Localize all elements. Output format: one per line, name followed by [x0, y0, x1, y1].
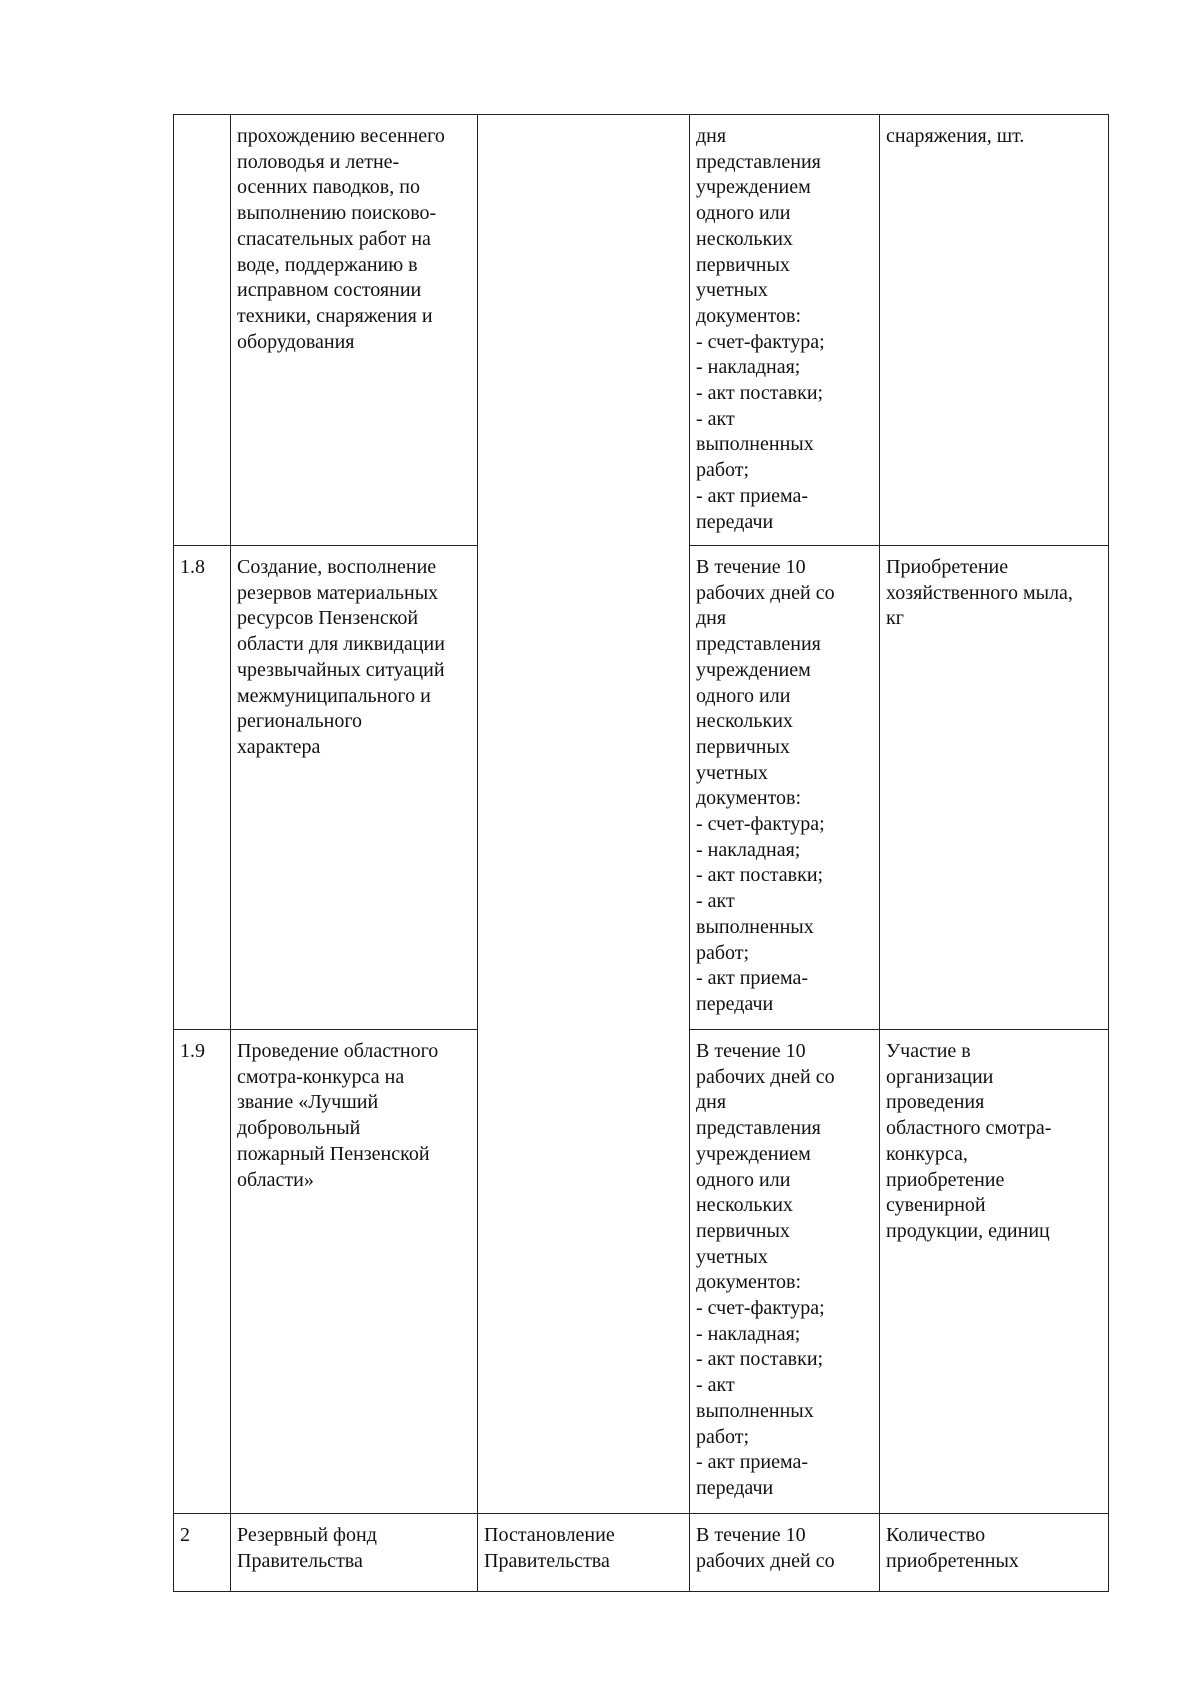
item-name-cell: Проведение областного смотра-конкурса на звание «Лучший добровольный пожарный Пензенской области» [231, 1030, 478, 1514]
row-number-cell: 1.9 [174, 1030, 231, 1514]
deadline-cell: В течение 10 рабочих дней со дня представления учреждением одного или нескольких первичных учетных документов: - счет-фактура; - накладная; - акт поставки; - акт выполненных работ; - акт приема- передачи [690, 546, 880, 1030]
item-name-cell: Резервный фонд Правительства [231, 1514, 478, 1592]
indicator-cell: Участие в организации проведения областного смотра- конкурса, приобретение сувенирной продукции, единиц [880, 1030, 1109, 1514]
row-number-cell [174, 115, 231, 546]
table-row [174, 1514, 1109, 1592]
item-name-cell: Создание, восполнение резервов материальных ресурсов Пензенской области для ликвидации чрезвычайных ситуаций межмуниципального и регионального характера [231, 546, 478, 1030]
deadline-cell: В течение 10 рабочих дней со дня представления учреждением одного или нескольких первичных учетных документов: - счет-фактура; - накладная; - акт поставки; - акт выполненных работ; - акт приема- передачи [690, 1030, 880, 1514]
funding-table [173, 114, 1109, 1592]
item-name-cell: прохождению весеннего половодья и летне- осенних паводков, по выполнению поисково- спасательных работ на воде, поддержанию в исправном состоянии техники, снаряжения и оборудования [231, 115, 478, 546]
indicator-cell: снаряжения, шт. [880, 115, 1109, 546]
deadline-cell: В течение 10 рабочих дней со [690, 1514, 880, 1592]
table-row [174, 115, 1109, 546]
deadline-cell: дня представления учреждением одного или нескольких первичных учетных документов: - счет-фактура; - накладная; - акт поставки; - акт выполненных работ; - акт приема- передачи [690, 115, 880, 546]
row-number-cell: 1.8 [174, 546, 231, 1030]
row-number-cell: 2 [174, 1514, 231, 1592]
indicator-cell: Приобретение хозяйственного мыла, кг [880, 546, 1109, 1030]
legal-basis-cell [478, 115, 690, 1514]
indicator-cell: Количество приобретенных [880, 1514, 1109, 1592]
legal-basis-cell: Постановление Правительства [478, 1514, 690, 1592]
